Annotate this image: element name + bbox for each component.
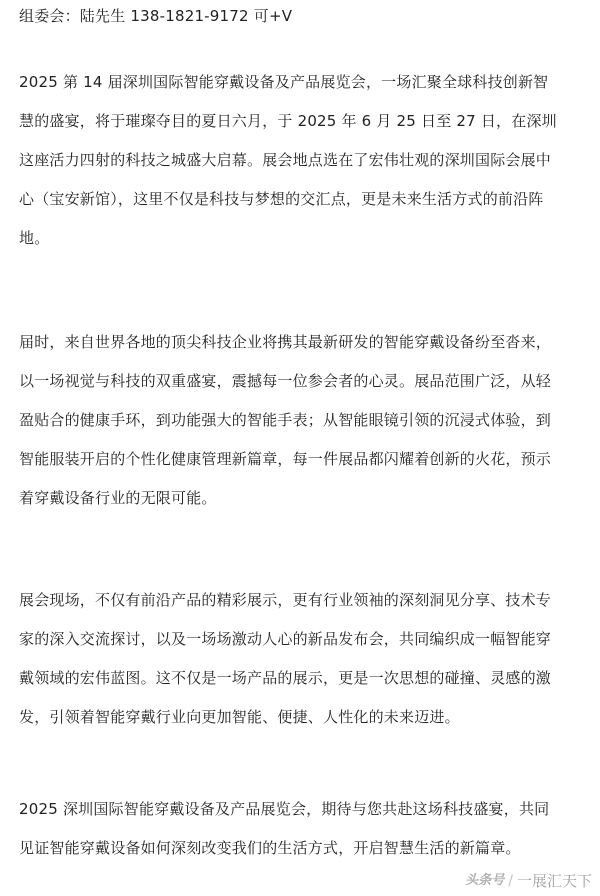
paragraph-1-line-3: 这座活力四射的科技之城盛大启幕。展会地点选在了宏伟壮观的深圳国际会展中	[19, 151, 552, 169]
paragraph-1-line-2: 慧的盛宴，将于璀璨夺目的夏日六月，于 2025 年 6 月 25 日至 27 日，在深圳	[19, 112, 557, 130]
paragraph-4-line-1: 2025 深圳国际智能穿戴设备及产品展览会，期待与您共赴这场科技盛宴，共同	[19, 800, 550, 818]
paragraph-1-line-1: 2025 第 14 届深圳国际智能穿戴设备及产品展览会，一场汇聚全球科技创新智	[19, 73, 549, 91]
watermark-brand: 头条号	[465, 873, 505, 888]
paragraph-2-line-1: 届时，来自世界各地的顶尖科技企业将携其最新研发的智能穿戴设备纷至沓来，	[19, 333, 552, 351]
paragraph-1-line-4: 心（宝安新馆），这里不仅是科技与梦想的交汇点，更是未来生活方式的前沿阵	[19, 190, 544, 208]
paragraph-3-line-1: 展会现场，不仅有前沿产品的精彩展示，更有行业领袖的深刻洞见分享、技术专	[19, 591, 552, 609]
paragraph-2-line-2: 以一场视觉与科技的双重盛宴，震撼每一位参会者的心灵。展品范围广泛，从轻	[19, 372, 552, 390]
paragraph-3-line-2: 家的深入交流探讨，以及一场场激动人心的新品发布会，共同编织成一幅智能穿	[19, 630, 552, 648]
paragraph-3-line-4: 发，引领着智能穿戴行业向更加智能、便捷、人性化的未来迈进。	[19, 708, 460, 726]
paragraph-2-line-5: 着穿戴设备行业的无限可能。	[19, 489, 217, 507]
paragraph-2-line-4: 智能服装开启的个性化健康管理新篇章，每一件展品都闪耀着创新的火花，预示	[19, 450, 552, 468]
paragraph-2-line-3: 盈贴合的健康手环，到功能强大的智能手表；从智能眼镜引领的沉浸式体验，到	[19, 411, 552, 429]
paragraph-4-line-2: 见证智能穿戴设备如何深刻改变我们的生活方式，开启智慧生活的新篇章。	[19, 839, 521, 857]
watermark-author: 一展汇天下	[516, 872, 592, 890]
paragraph-1-line-5: 地。	[19, 229, 50, 247]
watermark	[465, 872, 592, 890]
watermark-separator: /	[508, 873, 513, 889]
contact-line: 组委会：陆先生 138-1821-9172 可+V	[19, 7, 293, 25]
paragraph-3-line-3: 戴领域的宏伟蓝图。这不仅是一场产品的展示，更是一次思想的碰撞、灵感的激	[19, 669, 552, 687]
